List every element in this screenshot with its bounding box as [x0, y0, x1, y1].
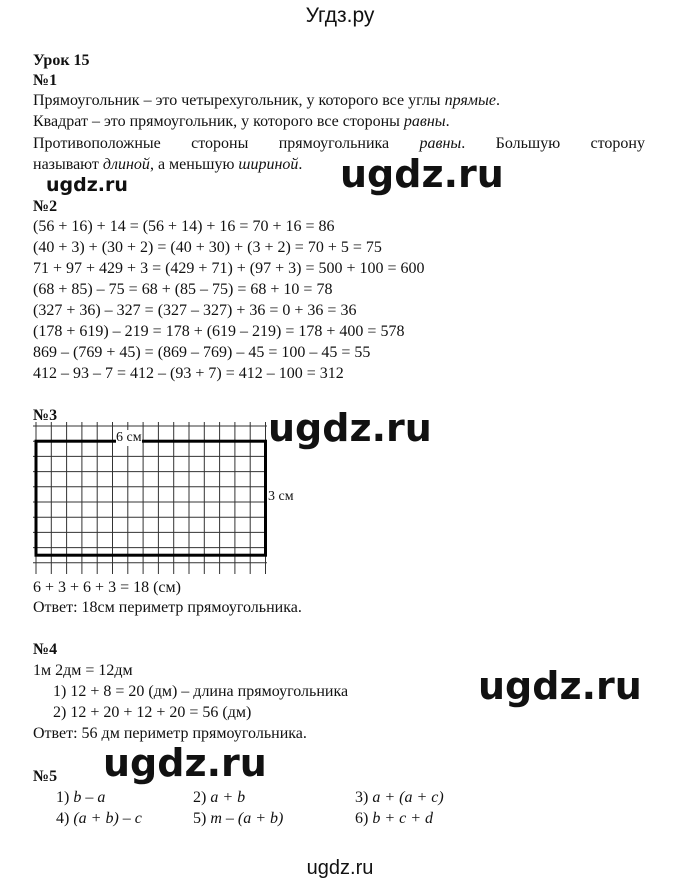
top-side-label: 6 см	[116, 430, 142, 445]
rectangle-grid	[33, 422, 269, 576]
task4-conversion: 1м 2дм = 12дм	[33, 662, 133, 679]
right-side-label: 3 см	[268, 489, 294, 504]
grid-lines	[33, 422, 267, 574]
task3-answer: Ответ: 18см периметр прямоугольника.	[33, 599, 302, 616]
task2-line: 71 + 97 + 429 + 3 = (429 + 71) + (97 + 3) = 500 + 100 = 600	[33, 260, 425, 277]
task4-heading: №4	[33, 641, 58, 658]
grid-figure	[33, 422, 269, 581]
task2-line: (68 + 85) – 75 = 68 + (85 – 75) = 68 + 10 = 78	[33, 281, 333, 298]
lesson-title: Урок 15	[33, 52, 90, 69]
task4-answer: Ответ: 56 дм периметр прямоугольника.	[33, 725, 307, 742]
task5-item-4: 4) (a + b) – c	[56, 810, 142, 827]
task1-line-2: Квадрат – это прямоугольник, у которого все стороны равны.	[33, 113, 450, 130]
task2-line: 412 – 93 – 7 = 412 – (93 + 7) = 412 – 100 = 312	[33, 365, 344, 382]
watermark: ugdz.ru	[478, 664, 642, 708]
task1-line-3: Противоположные стороны прямоугольника равны. Большую сторону	[33, 135, 645, 152]
task4-step: 1) 12 + 8 = 20 (дм) – длина прямоугольника	[53, 683, 349, 700]
task5-item-2: 2) a + b	[193, 789, 246, 806]
task1-line-1: Прямоугольник – это четырехугольник, у которого все углы прямые.	[33, 92, 500, 109]
site-footer: ugdz.ru	[306, 857, 374, 879]
rectangle-outline	[36, 441, 266, 555]
task3-heading: №3	[33, 407, 58, 424]
watermark: ugdz.ru	[340, 152, 504, 196]
task5-item-3: 3) a + (a + c)	[355, 789, 444, 806]
task1-line-4: называют длиной, а меньшую шириной.	[33, 156, 303, 173]
task2-line: (56 + 16) + 14 = (56 + 14) + 16 = 70 + 16 = 86	[33, 218, 335, 235]
task3-formula: 6 + 3 + 6 + 3 = 18 (см)	[33, 579, 181, 596]
task2-line: 869 – (769 + 45) = (869 – 769) – 45 = 100 – 45 = 55	[33, 344, 371, 361]
site-header: Угдз.ру	[305, 4, 375, 27]
watermark: ugdz.ru	[46, 174, 128, 196]
task2-line: (327 + 36) – 327 = (327 – 327) + 36 = 0 + 36 = 36	[33, 302, 357, 319]
task2-heading: №2	[33, 198, 58, 215]
watermark: ugdz.ru	[103, 741, 267, 785]
watermark: ugdz.ru	[268, 406, 432, 450]
task5-item-5: 5) m – (a + b)	[193, 810, 284, 827]
task5-item-6: 6) b + c + d	[355, 810, 434, 827]
task5-item-1: 1) b – a	[56, 789, 106, 806]
task2-line: (40 + 3) + (30 + 2) = (40 + 30) + (3 + 2) = 70 + 5 = 75	[33, 239, 382, 256]
task4-step: 2) 12 + 20 + 12 + 20 = 56 (дм)	[53, 704, 252, 721]
task5-heading: №5	[33, 768, 58, 785]
task1-heading: №1	[33, 72, 58, 89]
task2-line: (178 + 619) – 219 = 178 + (619 – 219) = 178 + 400 = 578	[33, 323, 405, 340]
